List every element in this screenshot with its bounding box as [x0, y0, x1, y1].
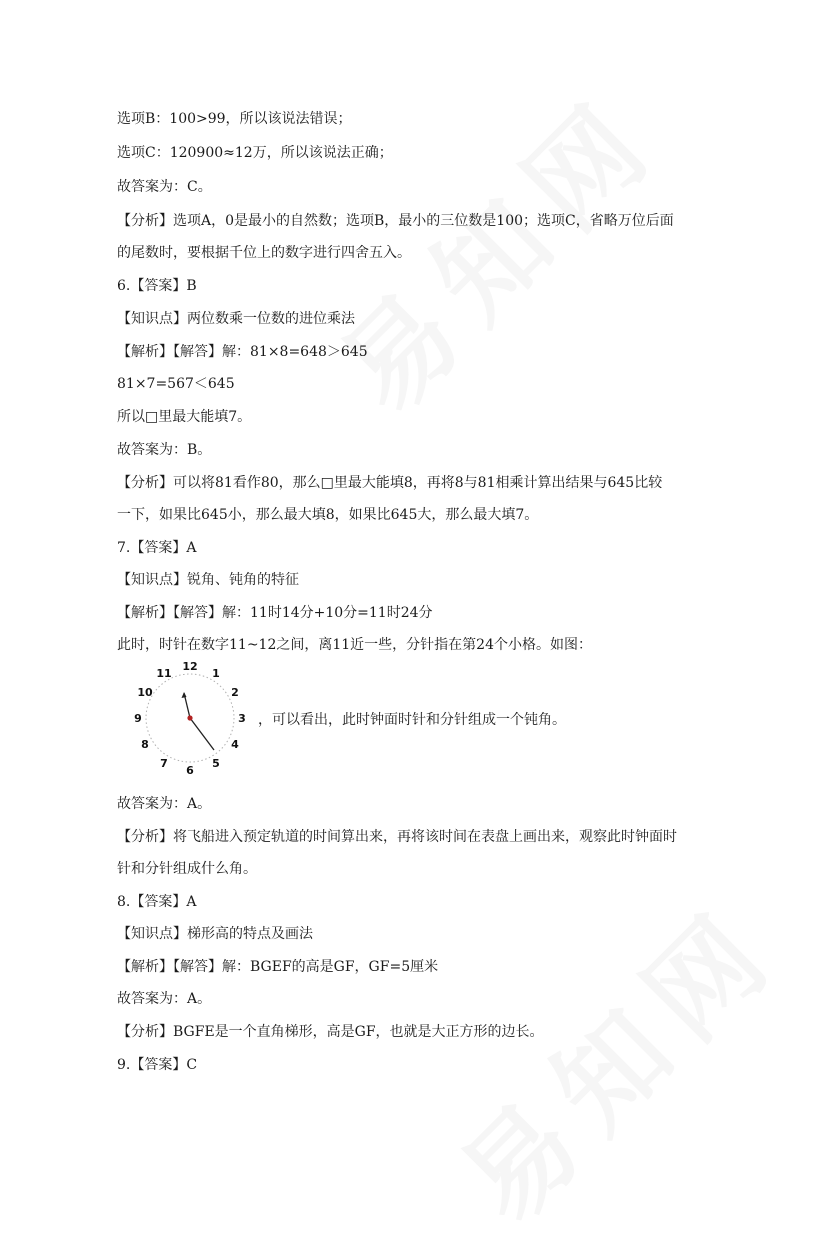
- text-line: 【分析】将飞船进入预定轨道的时间算出来，再将该时间在表盘上画出来，观察此时钟面时: [117, 829, 677, 845]
- text-line: 故答案为：C。: [117, 179, 212, 195]
- clock-svg: [135, 655, 255, 777]
- text-line: 【知识点】两位数乘一位数的进位乘法: [117, 311, 355, 327]
- clock-number: 12: [182, 660, 198, 673]
- text-line: 选项B：100>99，所以该说法错误；: [117, 111, 352, 127]
- text-line: 【解析】【解答】解：81×8=648＞645: [117, 344, 368, 360]
- text-line: 的尾数时，要根据千位上的数字进行四舍五入。: [117, 245, 411, 261]
- clock-number: 7: [160, 757, 168, 770]
- clock-caption: ，可以看出，此时钟面时针和分针组成一个钝角。: [258, 712, 566, 728]
- clock-number: 9: [134, 712, 142, 725]
- text-line: 故答案为：A。: [117, 991, 212, 1007]
- text-line: 此时，时针在数字11~12之间，离11近一些，分针指在第24个小格。如图：: [117, 637, 592, 653]
- clock-number: 4: [231, 738, 239, 751]
- text-line: 81×7=567＜645: [117, 376, 235, 392]
- text-line: 故答案为：A。: [117, 796, 212, 812]
- text-line: 【知识点】梯形高的特点及画法: [117, 926, 313, 942]
- text-line: 【解析】【解答】解：11时14分+10分=11时24分: [117, 605, 433, 621]
- minute-hand: [190, 718, 214, 750]
- text-line: 【分析】选项A，0是最小的自然数；选项B，最小的三位数是100；选项C，省略万位后面: [117, 213, 674, 229]
- text-line: 【分析】可以将81看作80，那么□里最大能填8，再将8与81相乘计算出结果与645比较: [117, 475, 663, 491]
- text-line: 针和分针组成什么角。: [117, 861, 257, 877]
- clock-figure: [135, 655, 255, 777]
- answer-heading: 6.【答案】B: [117, 278, 197, 294]
- text-line: 选项C：120900≈12万，所以该说法正确；: [117, 145, 393, 161]
- clock-number: 10: [137, 686, 153, 699]
- clock-number: 1: [212, 667, 220, 680]
- watermark-bottom: [420, 864, 807, 1251]
- clock-number: 6: [186, 764, 194, 777]
- clock-number: 5: [212, 757, 220, 770]
- answer-heading: 9.【答案】C: [117, 1057, 198, 1073]
- clock-number: 2: [231, 686, 239, 699]
- text-line: 【知识点】锐角、钝角的特征: [117, 572, 299, 588]
- text-line: 故答案为：B。: [117, 442, 212, 458]
- clock-number: 11: [156, 667, 172, 680]
- clock-center: [187, 715, 192, 720]
- text-line: 【分析】BGFE是一个直角梯形，高是GF，也就是大正方形的边长。: [117, 1024, 544, 1040]
- answer-heading: 8.【答案】A: [117, 894, 197, 910]
- text-line: 所以□里最大能填7。: [117, 409, 252, 425]
- text-line: 一下，如果比645小，那么最大填8，如果比645大，那么最大填7。: [117, 507, 539, 523]
- clock-number: 8: [141, 738, 149, 751]
- text-line: 【解析】【解答】解：BGEF的高是GF，GF=5厘米: [117, 959, 439, 975]
- clock-number: 3: [238, 712, 246, 725]
- answer-heading: 7.【答案】A: [117, 540, 197, 556]
- hour-hand-arrow: [182, 692, 187, 698]
